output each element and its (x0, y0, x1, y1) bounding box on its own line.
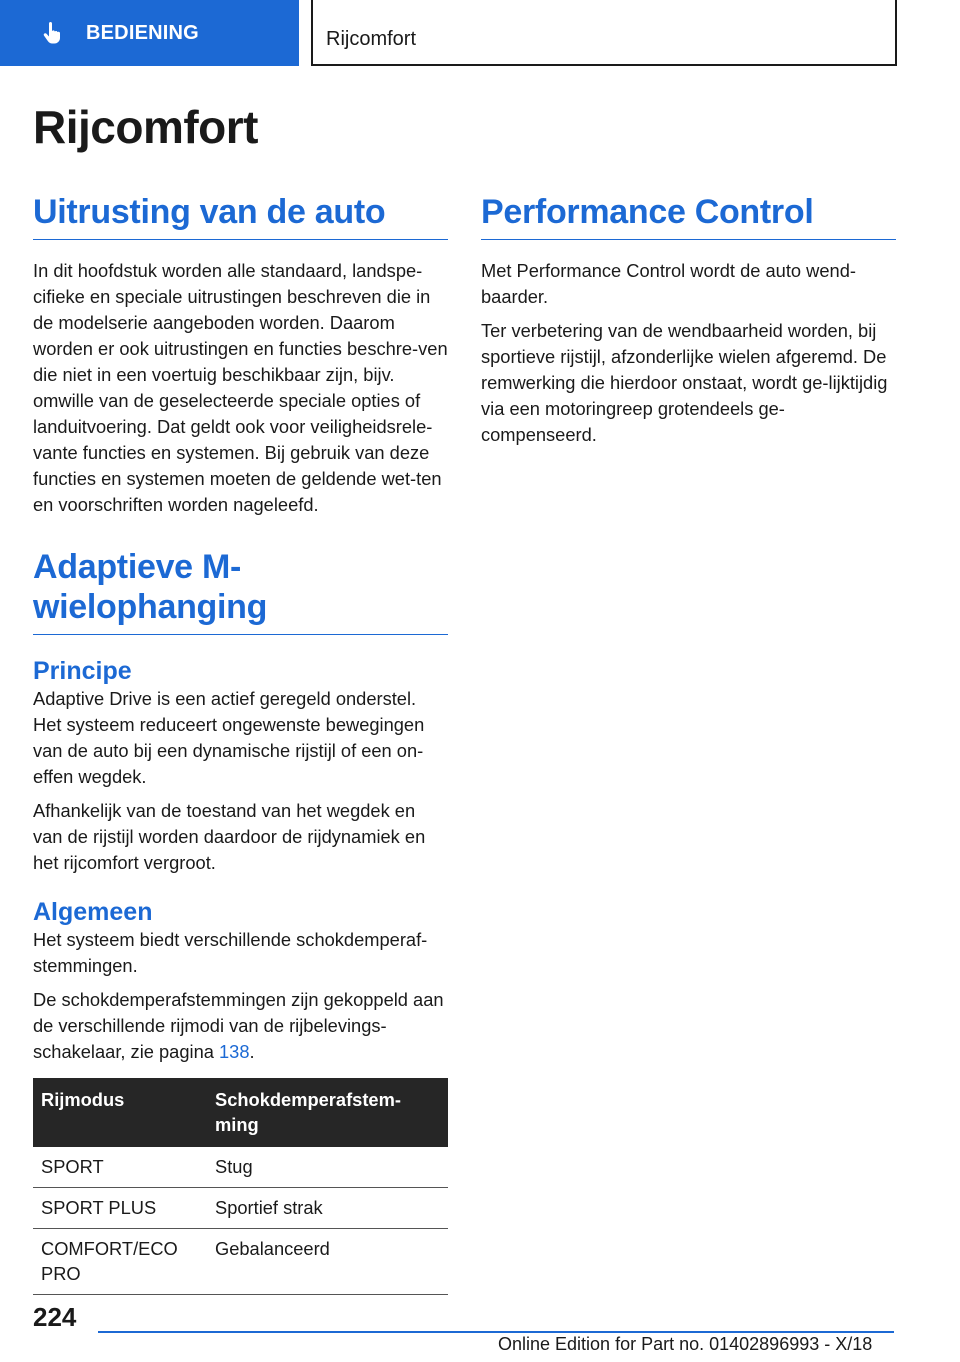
table-row (33, 1147, 448, 1188)
table-header-row (33, 1078, 448, 1147)
general-heading: Algemeen (33, 898, 153, 926)
edition-text: Online Edition for Part no. 01402896993 - X/18 (498, 1334, 873, 1354)
adaptive-suspension-heading (33, 547, 448, 635)
equipment-heading: Uitrusting van de auto (33, 192, 448, 240)
table-cell-damper-setting: Stug (207, 1147, 448, 1188)
table-cell-damper-setting: Gebalanceerd (207, 1229, 448, 1295)
principle-paragraph-2: Afhankelijk van de toestand van het wegdek en van de rijstijl worden daardoor de rijdynamiek en het rijcomfort vergroot. (33, 800, 426, 873)
section-label: BEDIENING (86, 21, 199, 44)
principle-paragraph-1: Adaptive Drive is een actief geregeld onderstel. Het systeem reduceert ongewenste bewegingen van de auto bij een dynamische rijstijl of een on-effen wegdek. (33, 688, 425, 787)
chapter-label: Rijcomfort (326, 28, 417, 50)
general-paragraph-2-end: . (249, 1041, 255, 1062)
table-cell-drive-mode: COMFORT/ECO PRO (33, 1229, 207, 1295)
right-column (481, 192, 896, 448)
damper-settings-table (33, 1078, 448, 1295)
chapter-header (311, 0, 897, 66)
adaptive-heading-line2: wielophanging (33, 588, 268, 626)
table-cell-damper-setting: Sportief strak (207, 1188, 448, 1229)
column-header-drive-mode: Rijmodus (33, 1078, 207, 1147)
hand-pointer-icon (40, 21, 64, 45)
general-paragraph-2 (33, 987, 448, 1065)
section-tab[interactable] (0, 0, 299, 66)
footer-divider (98, 1331, 894, 1333)
performance-paragraph-1: Met Performance Control wordt de auto wend-baarder. (481, 260, 856, 307)
performance-paragraph-2: Ter verbetering van de wendbaarheid worden, bij sportieve rijstijl, afzonderlijke wielen afgeremd. De remwerking die hierdoor onstaat, wordt ge-lijktijdig via een motoringreep grotendeels ge-compenseerd. (481, 320, 888, 445)
table-cell-drive-mode: SPORT (33, 1147, 207, 1188)
general-paragraph-1: Het systeem biedt verschillende schokdemperaf-stemmingen. (33, 929, 428, 976)
performance-control-heading: Performance Control (481, 192, 896, 240)
principle-heading: Principe (33, 657, 132, 685)
general-paragraph-2-text: De schokdemperafstemmingen zijn gekoppeld aan de verschillende rijmodi van de rijbelevings-schakelaar, zie pagina (33, 989, 444, 1062)
page-title: Rijcomfort (33, 101, 258, 153)
table-cell-drive-mode: SPORT PLUS (33, 1188, 207, 1229)
table-row (33, 1188, 448, 1229)
equipment-paragraph: In dit hoofdstuk worden alle standaard, landspe-cifieke en speciale uitrustingen beschreven die in de modelserie aangeboden worden. Daarom worden er ook uitrustingen en functies beschre-ven die niet in een voertuig beschikbaar zijn, bijv. omwille van de geselecteerde speciale opties of landuitvoering. Dat geldt ook voor veiligheidsrele-vante functies en systemen. Bij gebruik van deze functies en systemen moeten de geldende wet-ten en voorschriften worden nageleefd. (33, 260, 448, 515)
adaptive-heading-line1: Adaptieve M- (33, 548, 241, 586)
column-header-damper-setting: Schokdemperafstem-ming (207, 1078, 448, 1147)
table-row (33, 1229, 448, 1295)
page-reference-link[interactable]: 138 (218, 1041, 250, 1062)
left-column (33, 192, 448, 1295)
page-number: 224 (33, 1302, 77, 1332)
